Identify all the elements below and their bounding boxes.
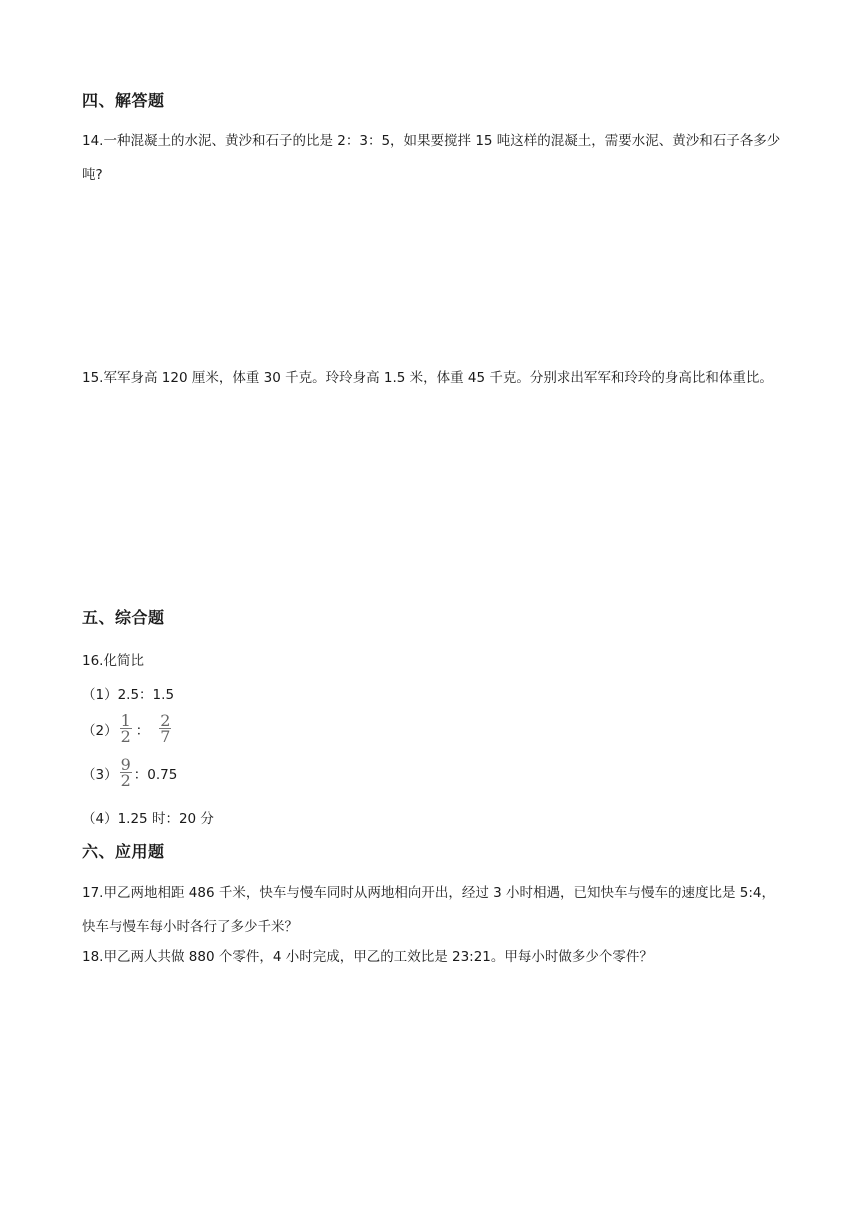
question-16-part-3 xyxy=(82,757,177,788)
part-3-rest: ：0.75 xyxy=(133,766,178,783)
question-16-part-4: （4）1.25 时：20 分 xyxy=(82,811,214,827)
section-heading-5: 五、综合题 xyxy=(82,608,165,627)
part-3-label: （3） xyxy=(82,766,118,783)
fraction-denominator: 7 xyxy=(160,727,171,746)
fraction-denominator: 2 xyxy=(120,771,131,790)
question-15: 15.军军身高 120 厘米，体重 30 千克。玲玲身高 1.5 米，体重 45 千克。分别求出军军和玲玲的身高比和体重比。 xyxy=(82,370,773,386)
question-17: 17.甲乙两地相距 486 千米，快车与慢车同时从两地相向开出，经过 3 小时相遇，已知快车与慢车的速度比是 5:4，快车与慢车每小时各行了多少千米？ xyxy=(82,885,776,935)
question-18: 18.甲乙两人共做 880 个零件，4 小时完成，甲乙的工效比是 23:21。甲每小时做多少个零件？ xyxy=(82,949,653,965)
section-heading-6: 六、应用题 xyxy=(82,842,165,861)
fraction-two-sevenths xyxy=(159,713,171,744)
part-2-label: （2） xyxy=(82,722,118,739)
question-16-title: 16.化简比 xyxy=(82,653,144,669)
section-heading-4: 四、解答题 xyxy=(82,91,165,110)
fraction-numerator: 2 xyxy=(160,711,171,730)
fraction-one-half xyxy=(120,713,132,744)
fraction-numerator: 9 xyxy=(120,755,131,774)
question-16-part-1: （1）2.5：1.5 xyxy=(82,687,175,703)
fraction-denominator: 2 xyxy=(120,727,131,746)
question-14: 14.一种混凝土的水泥、黄沙和石子的比是 2：3：5，如果要搅拌 15 吨这样的混凝土，需要水泥、黄沙和石子各多少吨? xyxy=(82,133,781,183)
fraction-numerator: 1 xyxy=(120,711,131,730)
question-16-part-2 xyxy=(82,713,173,744)
ratio-separator: ： xyxy=(135,722,150,739)
fraction-nine-halves xyxy=(120,757,132,788)
